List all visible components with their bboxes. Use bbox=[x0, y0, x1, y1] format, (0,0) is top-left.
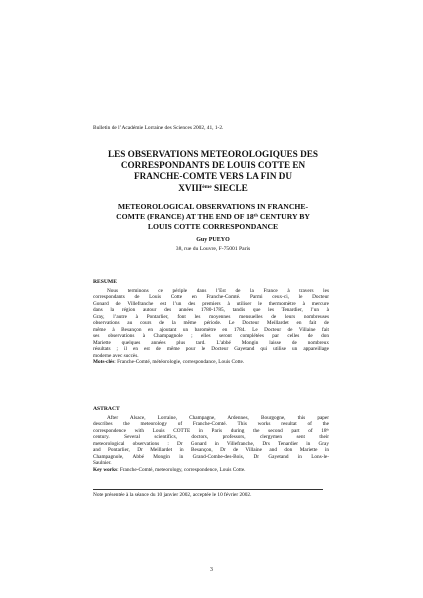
ordinal-suffix: th bbox=[326, 427, 329, 432]
resume-line: Nous terminons ce périple dans l’Est de la France à travers les bbox=[107, 288, 329, 294]
keywords-label: Mots-clés bbox=[93, 358, 115, 365]
resume-line: Gonard de Villefranche est l’un des premiers à utiliser le thermomètre à mercure bbox=[93, 300, 329, 307]
resume-line: résultats ; il en est de même pour le Docteur Gayetand qui utilise un appareillage bbox=[93, 346, 329, 353]
footnote-rule bbox=[93, 489, 323, 490]
abstract-line: Saulnier. bbox=[93, 460, 112, 467]
english-title-line-1: METEOROLOGICAL OBSERVATIONS IN FRANCHE- bbox=[117, 202, 309, 211]
author-address: 38, rue du Louvre, F-75001 Paris bbox=[175, 246, 251, 252]
keywords-text: : Franche-Comté, meteorology, correspondence, Louis Cotte. bbox=[117, 466, 246, 473]
resume-line: ses observations à Champagnole ; elles seront complétées par celles de don bbox=[93, 333, 329, 340]
keywords-label: Key works bbox=[93, 466, 118, 473]
abstract-line-text: correspondence with Louis COTTE in Paris during the second part of 18 bbox=[93, 427, 327, 434]
century-numeral: XVIII bbox=[178, 182, 203, 193]
french-title-line-3: FRANCHE-COMTE VERS LA FIN DU bbox=[133, 171, 293, 182]
resume-line: moderne avec succès. bbox=[93, 352, 139, 359]
english-title-line-2 bbox=[82, 212, 344, 222]
author-name: Guy PUEYO bbox=[196, 237, 230, 243]
abstract-line: century. Several scientifics, doctors, professors, clergymen sent their bbox=[93, 434, 329, 441]
century-word: SIECLE bbox=[211, 182, 248, 193]
ordinal-suffix: th bbox=[253, 212, 258, 218]
french-title-line-4 bbox=[82, 183, 344, 194]
abstract-line: After Alsace, Lorraine, Champagne, Ardennes, Bourgogne, this paper bbox=[107, 415, 329, 421]
century-suffix: ème bbox=[202, 183, 212, 190]
resume-line: Gray, l’autre à Pontarlier, font les moyennes mensuelles de leurs nombreuses bbox=[93, 313, 329, 320]
abstract-body bbox=[93, 415, 329, 473]
resume-heading: RESUME bbox=[93, 279, 117, 285]
abstract-line: describes the meteorology of Franche-Comté. This works resultat of the bbox=[93, 421, 329, 428]
abstract-line: and Pontarlier, Dr Meillardet in Besançon, Dr de Villaine and don Mariette in bbox=[93, 447, 329, 454]
abstract-line: meteorological observations : Dr Gonard in Villefranche, Drs Tenardier in Gray bbox=[93, 440, 329, 447]
english-title-line-2-rest: CENTURY BY bbox=[257, 212, 310, 221]
abstract-line: Champagnole, Abbé Mongin in Grand-Combe-des-Bois, Dr Gayetand in Lons-le- bbox=[93, 453, 329, 460]
abstract-heading: ASTRACT bbox=[93, 406, 120, 412]
resume-line: observations au cours de la même période. Le Docteur Meillardet en fait de bbox=[93, 320, 329, 327]
page-number: 3 bbox=[210, 567, 213, 573]
abstract-keywords bbox=[93, 467, 329, 473]
resume-keywords bbox=[93, 359, 329, 365]
keywords-text: : Franche-Comté, météorologie, correspondance, Louis Cotte. bbox=[114, 358, 245, 365]
french-title-line-1: LES OBSERVATIONS METEOROLOGIQUES DES bbox=[108, 149, 318, 159]
french-title bbox=[82, 149, 344, 194]
footnote: Note présentée à la séance du 10 janvier 2002, acceptée le 10 février 2002. bbox=[93, 492, 252, 498]
resume-body bbox=[93, 288, 329, 365]
resume-line: dans la région autour des années 1780-1785, tandis que les Tenardier, l’un à bbox=[93, 307, 329, 314]
resume-line: même à Besançon en ajoutant un baromètre en 1784. Le Docteur de Villaine fait bbox=[93, 326, 329, 333]
resume-line: Mariette quelques années plus tard. L’abbé Mongin laisse de nombreux bbox=[93, 339, 329, 346]
english-title-line-2-main: COMTE (FRANCE) AT THE END OF 18 bbox=[116, 212, 254, 221]
journal-citation: Bulletin de l’Académie Lorraine des Sciences 2002, 41, 1-2. bbox=[93, 125, 224, 131]
english-title-line-3: LOUIS COTTE CORRESPONDANCE bbox=[147, 222, 279, 231]
resume-line: correspondants de Louis Cotte en Franche-Comté. Parmi ceux-ci, le Docteur bbox=[93, 294, 329, 301]
french-title-line-2: CORRESPONDANTS DE LOUIS COTTE EN bbox=[120, 160, 306, 171]
english-title bbox=[82, 202, 344, 232]
